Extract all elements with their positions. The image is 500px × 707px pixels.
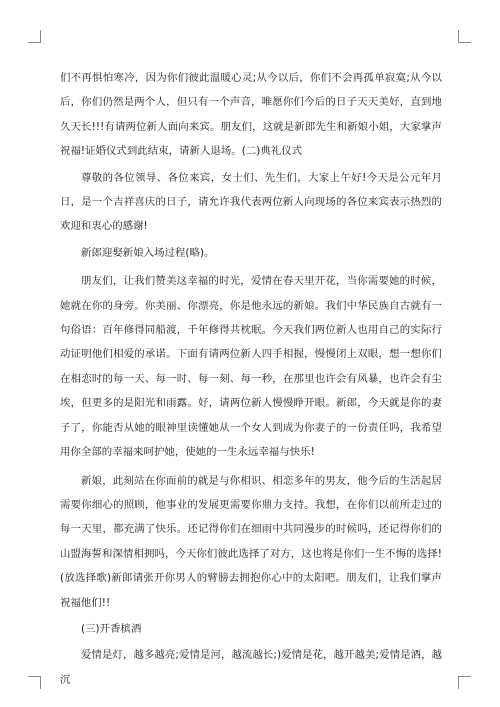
paragraph-bride-address: 新娘，此刻站在你面前的就是与你相识、相恋多年的男友，他今后的生活起居需要你细心的照顾，他事业的发展更需要你鼎力支持。我想，在你们以前所走过的每一天里，都充满了快乐。还记得你们在细雨中共同漫步的时候吗，还记得你们的山盟海誓和深情相拥吗，今天你们彼此选择了对方，这也将是你们一生不悔的选择!(放选择歌)新郎请张开你男人的臂膀去拥抱你心中的太阳吧。朋友们，让我们掌声祝福他们!! [60,474,442,609]
crop-mark-bottom-left [28,676,41,689]
paragraph-entrance: 新郎迎娶新娘入场过程(略)。 [81,246,215,259]
paragraph-groom-address: 朋友们，让我们赞美这幸福的时光，爱情在春天里开花，当你需要她的时候，她就在你的身旁。你美丽、你漂亮，你是他永远的新娘。我们中华民族自古就有一句俗语：百年修得同船渡，千年修得共枕眠。今天我们两位新人也用自己的实际行动证明他们相爱的承诺。下面有请两位新人四手相握，慢慢闭上双眼，想一想你们在相恋时的每一天、每一时、每一刻、每一秒，在那里也许会有风暴，也许会有尘埃，但更多的是阳光和雨露。好，请两位新人慢慢睁开眼。新郎，今天就是你的妻子了，你能否从她的眼神里读懂她从一个女人到成为你妻子的一份责任吗，我希望用你全部的幸福来呵护她，使她的一生永远幸福与快乐! [60,275,442,459]
paragraph-vows-end: 们不再惧怕寒冷，因为你们彼此温暖心灵;从今以后，你们不会再孤单寂寞;从今以后，你们仍然是两个人，但只有一个声音，唯愿你们今后的日子天天美好，直到地久天长!!!有请两位新人面向来宾。朋友们，这就是新郎先生和新娘小姐，大家掌声祝福!证婚仪式到此结束，请新人退场。(二)典礼仪式 [60,72,442,158]
crop-mark-top-right [458,30,471,43]
paragraph-love-metaphor: 爱情是灯，越多越亮;爱情是河，越流越长;)爱情是花，越开越美;爱情是酒，越沉 [60,649,442,686]
paragraph-welcome: 尊敬的各位领导、各位来宾，女士们、先生们，大家上午好!今天是公元年月日，是一个吉祥喜庆的日子，请允许我代表两位新人向现场的各位来宾表示热烈的欢迎和衷心的感谢! [60,171,442,233]
document-body [60,66,442,692]
section-heading-champagne: (三)开香槟酒 [81,622,142,635]
crop-mark-bottom-right [458,676,471,689]
crop-mark-top-left [28,30,41,43]
